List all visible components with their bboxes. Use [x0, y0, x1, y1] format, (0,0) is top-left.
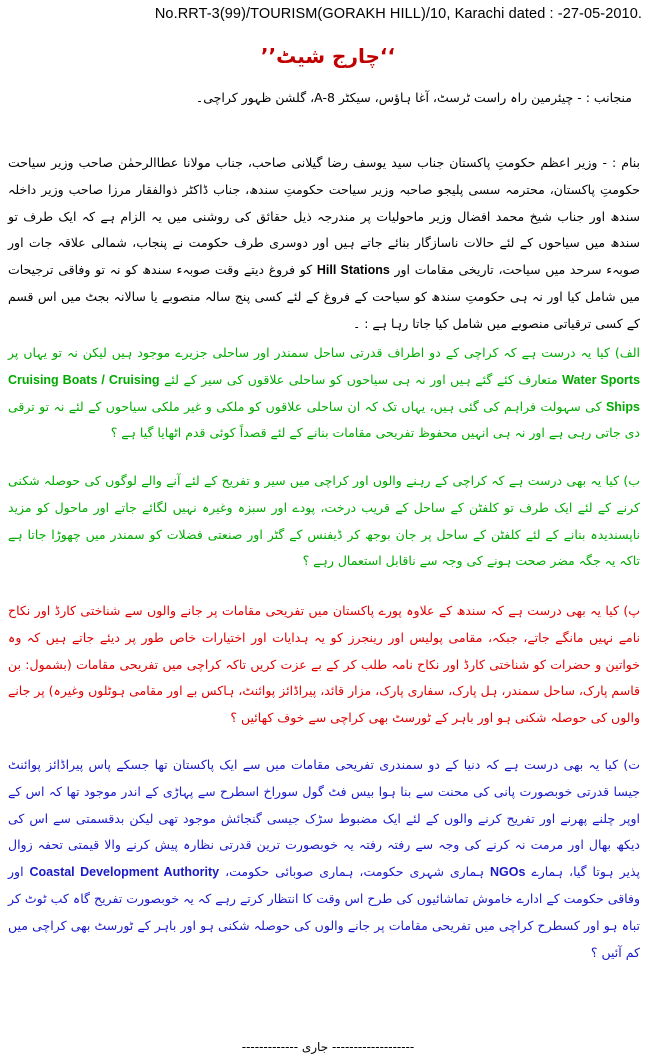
from-label: منجانب : - [577, 90, 632, 105]
from-text: چیئرمین راہ راست ٹرسٹ، آغا ہاؤس، سیکٹر A-8، گلشن ظہور کراچی۔ [195, 90, 574, 105]
charge-text: ہماری شہری حکومت، ہماری صوبائی حکومت، [225, 864, 485, 880]
addressee-paragraph [8, 150, 640, 338]
from-line [20, 88, 632, 108]
charge-text: کیا یہ درست ہے کہ کراچی کے دو اطراف قدرتی ساحل سمندر اور ساحلی جزیرے موجود ہیں لیکن نہ تو یہاں پر [8, 345, 610, 360]
charge-text: اور وفاقی حکومت کے ادارے خاموش تماشائیوں کی طرح اس وقت کا انتظار کرتے رہے کہ یہ خوبصورت تفریح گاہ کب ٹوٹ کر تباہ ہو اور کسطرح کراچی میں تفریحی مقامات پر جانے والوں کی حوصلہ شکنی ہو اور باہر کے ٹورسٹ بھی کراچی میں کم آئیں ؟ [8, 864, 640, 960]
charge-english-term: Water Sports [562, 372, 641, 387]
addressee-text-1: وزیر اعظم حکومتِ پاکستان جناب سید یوسف رضا گیلانی صاحب، جناب مولانا عطاالرحمٰن صاحب وزیر سیاحت حکومتِ پاکستان، محترمہ سسی پلیجو صاحبہ وزیر سیاحت حکومتِ سندھ، جناب ڈاکٹر ذوالفقار مرزا صاحب وزیر داخلہ سندھ اور جناب شیخ محمد افضال وزیر ماحولیات پر مندرجہ ذیل حقائق کی روشنی میں یہ الزام ہے کہ ایک طرف تو سندھ میں سیاحوں کے لئے حالات ناسازگار بنائے جاتے ہیں اور دوسری طرف حکومت نے پنجاب، شمالی علاقہ جات اور صوبہء سرحد میں سیاحت، تاریخی مقامات اور [8, 155, 640, 278]
charge-english-term: Cruising Boats / Cruising Ships [8, 372, 640, 414]
addressee-english-1: Hill Stations [316, 263, 390, 278]
charge-bay-paragraph [8, 468, 640, 575]
charge-text: کیا یہ بھی درست ہے کہ کراچی کے رہنے والوں اور کراچی میں سیر و تفریح کے لئے آنے والے لوگوں کی حوصلہ شکنی کرنے کے لئے ایک طرف تو کلفٹن کے ساحل کے قریب درخت، پودے اور سبزہ وغیرہ نہیں لگائے جاتے اور ماحول کو مزید ناپسندیدہ بنانے کے لئے کلفٹن کے ساحل پر جان بوجھ کر ڈیفنس کے گٹر اور صنعتی فضلات کو سمندر میں چھوڑا جاتا ہے تاکہ یہ جگہ مضر صحت ہونے کی وجہ سے ناقابل استعمال رہے ؟ [8, 473, 640, 569]
addressee-text-2: کو فروغ دیتے وقت صوبہء سندھ کو نہ تو وفاقی ترجیحات میں شامل کیا اور نہ ہی حکومتِ سندھ کو سیاحت کے فروغ کے لئے کسی پنج سالہ منصوبے یا سالانہ بجٹ میں اس قسم کے کسی ترقیاتی منصوبے میں شامل کیا جاتا رہا ہے : ۔ [8, 262, 640, 331]
charge-tay-paragraph [8, 752, 640, 966]
charge-label: پ) [623, 603, 640, 618]
charge-text: کیا یہ بھی درست ہے کہ سندھ کے علاوہ پورے پاکستان میں تفریحی مقامات پر جانے والوں سے شناختی کارڈ اور نکاح نامے نہیں مانگے جاتے، جبکہ، مقامی پولیس اور رینجرز کو یہ ہدایات اور اختیارات خاص طور پر دیئے جاتے ہیں کہ وہ خواتین و حضرات کو شناختی کارڈ اور نکاح نامہ طلب کر کے بے عزت کریں تاکہ کراچی میں تفریحی مقامات (بشمول: بن قاسم پارک، ساحل سمندر، ہل پارک، سفاری پارک، مزار قائد، پیراڈائز پوائنٹ، ہاکس بے اور مقامی ہوٹلوں وغیرہ) پر جانے والوں کی حوصلہ شکنی ہو اور باہر کے ٹورسٹ بھی کراچی سے خوف کھائیں ؟ [8, 603, 640, 726]
document-title: ’’چارج شیٹ‘‘ [260, 44, 396, 68]
charge-text: متعارف کئے گئے ہیں اور نہ ہی سیاحوں کو ساحلی علاقوں کی سیر کے لئے [164, 371, 558, 387]
charge-english-term: Coastal Development Authority [29, 865, 220, 880]
charge-english-term: NGOs [490, 865, 526, 880]
continued-marker: ------------------- جاری ------------- [241, 1040, 415, 1054]
reference-line: No.RRT-3(99)/TOURISM(GORAKH HILL)/10, Karachi dated : -27-05-2010. [154, 6, 642, 22]
charge-text: کی سہولت فراہم کی گئی ہیں، یہاں تک کہ ان ساحلی علاقوں کو ملکی و غیر ملکی سیاحوں کے لئے نہ تو ترقی دی جاتی رہی ہے اور نہ ہی انہیں محفوظ تفریحی مقامات بنانے کے لئے قصداً کوئی قدم اٹھایا گیا ہے ؟ [8, 398, 640, 441]
charge-label: ب) [623, 473, 640, 488]
charge-pay-paragraph [8, 598, 640, 732]
charge-alif-paragraph [8, 340, 640, 447]
charge-label: الف) [614, 345, 640, 360]
addressee-label: بنام : - [602, 155, 641, 170]
charge-label: ت) [623, 757, 640, 772]
charge-text: کیا یہ بھی درست ہے کہ دنیا کے دو سمندری تفریحی مقامات میں سے ایک پاکستان تھا جسکے پاس پیراڈائز پوائنٹ جیسا قدرتی خوبصورت پانی کی محنت سے بنا ہوا بیس فٹ گول سوراخ اسطرح سے پہاڑی کے اندر موجود تھا کہ اس کے اوپر چلنے پھرنے اور تفریح کرنے والوں کے لئے ایک مضبوط سڑک جیسی گنجائش موجود تھی لیکن بدقسمتی سے اس کی دیکھ بھال اور مرمت نہ کرنے کی وجہ سے رفتہ رفتہ یہ خوبصورت ترین قدرتی نظارہ پیش کرنے والا قیمتی تحفہ زوال پذیر ہوتا گیا، ہمارے [8, 757, 640, 880]
